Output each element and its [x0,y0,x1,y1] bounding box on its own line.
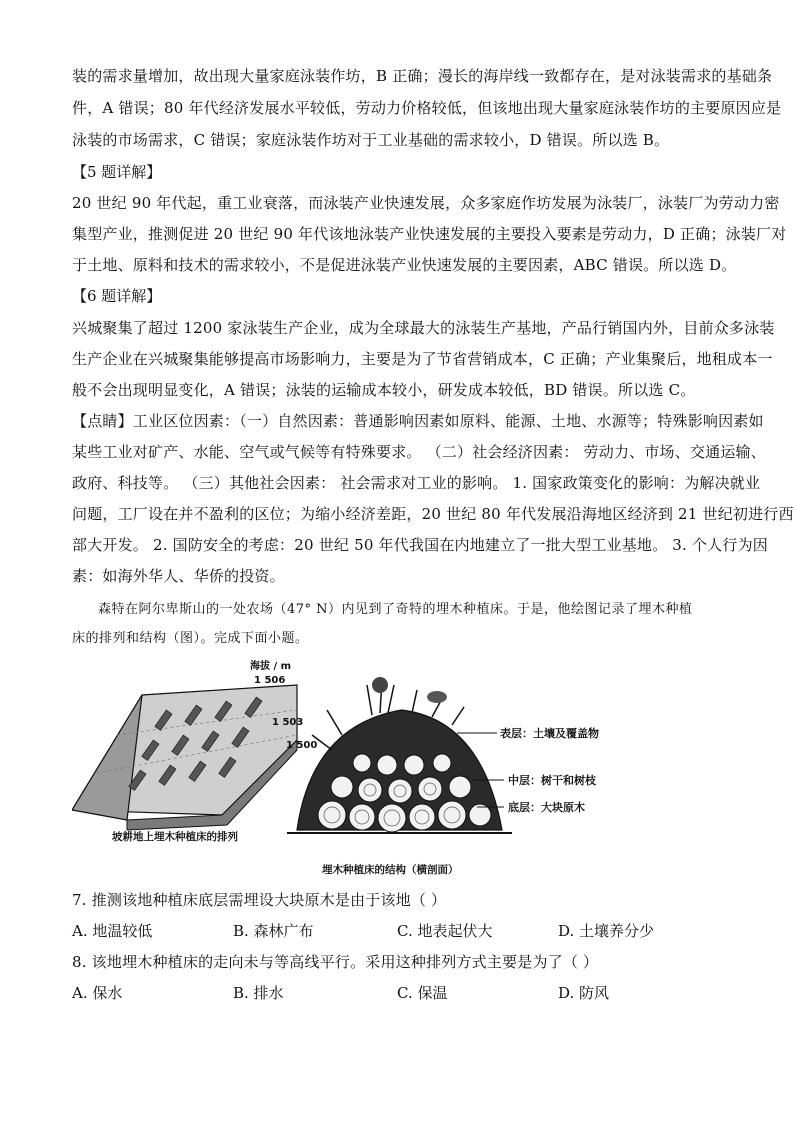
intro-line: 床的排列和结构（图）。完成下面小题。 [72,631,309,646]
tip-line: 问题，工厂设在并不盈利的区位；为缩小经济差距，20 世纪 80 年代发展沿海地区经济到 21 世纪初进行西 [72,505,794,523]
figure [72,655,632,880]
intro-line: 森特在阿尔卑斯山的一处农场（47° N）内见到了奇特的埋木种植床。于是，他绘图记录了埋木种植 [98,602,693,617]
text-line: 泳装的市场需求，C 错误；家庭泳装作坊对于工业基础的需求较小，D 错误。所以选 B。 [72,131,670,149]
q8-option-c[interactable]: C. 保温 [397,984,448,1002]
axis-label: 海拔 / m [250,661,292,672]
slope-diagram [72,659,317,843]
tip-line: 某些工业对矿产、水能、空气或气候等有特殊要求。 （二）社会经济因素： 劳动力、市场、交通运输、 [72,443,766,461]
layer-label: 中层：树干和树枝 [508,774,596,787]
tip-line: 【点睛】工业区位因素：（一）自然因素：普通影响因素如原料、能源、土地、水源等；特殊影响因素如 [72,412,764,430]
q7-option-d[interactable]: D. 土壤养分少 [558,922,655,940]
q7-option-a[interactable]: A. 地温较低 [72,922,153,940]
text-line: 生产企业在兴城聚集能够提高市场影响力，主要是为了节省营销成本，C 正确；产业集聚后，地租成本一 [72,350,773,368]
q7-option-c[interactable]: C. 地表起伏大 [397,922,493,940]
layer-label: 底层：大块原木 [508,801,585,814]
text-line: 装的需求量增加，故出现大量家庭泳装作坊，B 正确；漫长的海岸线一致都存在，是对泳装需求的基础条 [72,67,773,85]
text-line: 件，A 错误；80 年代经济发展水平较低，劳动力价格较低，但该地出现大量家庭泳装作坊的主要原因应是 [72,99,782,117]
text-line: 般不会出现明显变化，A 错误；泳装的运输成本较小，研发成本较低，BD 错误。所以选 C。 [72,381,696,399]
tip-line: 政府、科技等。 （三）其他社会因素： 社会需求对工业的影响。 1. 国家政策变化的影响：为解决就业 [72,474,761,492]
text-line: 集型产业，推测促进 20 世纪 90 年代该地泳装产业快速发展的主要投入要素是劳动力，D 正确；泳装厂对 [72,225,787,243]
text-line: 20 世纪 90 年代起，重工业衰落，而泳装产业快速发展，众多家庭作坊发展为泳装厂，泳装厂为劳动力密 [72,194,780,212]
elevation-label: 1 506 [254,675,286,686]
q8-option-a[interactable]: A. 保水 [72,984,123,1002]
right-caption: 埋木种植床的结构（横剖面） [322,864,459,876]
elevation-label: 1 503 [272,717,304,728]
q6-heading: 【6 题详解】 [72,287,162,305]
text-line: 于土地、原料和技术的需求较小，不是促进泳装产业快速发展的主要因素，ABC 错误。所以选 D。 [72,256,737,274]
elevation-label: 1 500 [286,740,318,751]
q8-option-d[interactable]: D. 防风 [558,984,610,1002]
q8-option-b[interactable]: B. 排水 [233,984,284,1002]
mound-cross-section [287,677,599,876]
left-caption: 坡耕地上埋木种植床的排列 [112,831,238,843]
q7-option-b[interactable]: B. 森林广布 [233,922,314,940]
layer-label: 表层：土壤及覆盖物 [500,727,599,740]
q8-stem: 8. 该地埋木种植床的走向未与等高线平行。采用这种排列方式主要是为了（ ） [72,953,599,971]
figure-svg [72,655,632,880]
tip-line: 部大开发。 2. 国防安全的考虑：20 世纪 50 年代我国在内地建立了一批大型工业基地。 3. 个人行为因 [72,536,768,554]
q7-stem: 7. 推测该地种植床底层需埋设大块原木是由于该地（ ） [72,891,447,909]
q5-heading: 【5 题详解】 [72,163,162,181]
tip-line: 素：如海外华人、华侨的投资。 [72,567,285,585]
text-line: 兴城聚集了超过 1200 家泳装生产企业，成为全球最大的泳装生产基地，产品行销国内外，目前众多泳装 [72,319,775,337]
